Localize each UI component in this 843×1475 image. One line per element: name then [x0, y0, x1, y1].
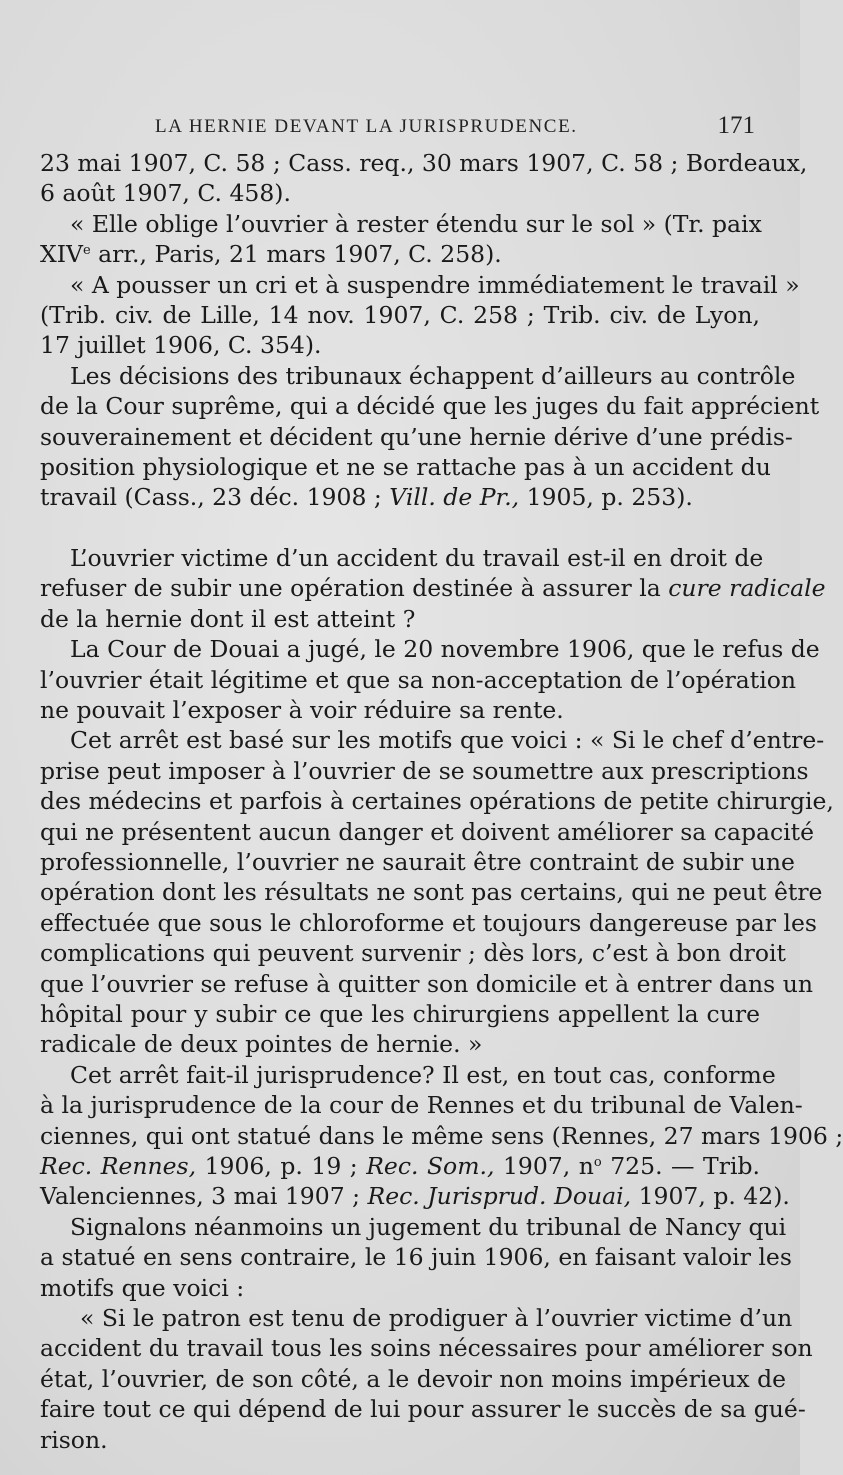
text-line: 23 mai 1907, C. 58 ; Cass. req., 30 mars 1907, C. 58 ; Bordeaux, [40, 149, 808, 177]
text-line: effectuée que sous le chloroforme et toujours dangereuse par les [40, 908, 817, 937]
text-fragment: 1907, p. 42). [631, 1182, 790, 1211]
paragraph-question [40, 543, 826, 634]
paragraph-nancy [40, 1212, 792, 1303]
text-line: à la jurisprudence de la cour de Rennes et du tribunal de Valen- [40, 1091, 803, 1120]
text-fragment: 725. — Trib. [601, 1152, 760, 1180]
text-line [40, 573, 826, 603]
text-line [40, 1151, 760, 1181]
text-line: de la hernie dont il est atteint ? [40, 604, 416, 633]
paragraph-quote-pousser-un-cri [40, 270, 800, 361]
italic-citation: Rec. Jurisprud. Douai, [367, 1182, 632, 1211]
italic-citation: Rec. Som., [366, 1152, 495, 1180]
text-fragment: arr., Paris, 21 mars 1907, C. 258). [90, 240, 502, 269]
text-fragment: 1907, n [494, 1152, 594, 1180]
superscript: o [593, 1155, 602, 1170]
superscript: e [82, 243, 91, 259]
text-fragment: refuser de subir une opération destinée à assurer la [40, 574, 669, 603]
text-line: a statué en sens contraire, le 16 juin 1906, en faisant valoir les [40, 1243, 792, 1272]
text-line: qui ne présentent aucun danger et doivent améliorer sa capacité [40, 817, 815, 846]
text-line: rison. [40, 1425, 108, 1454]
text-line: motifs que voici : [40, 1273, 245, 1302]
paragraph-motifs-douai [40, 725, 834, 1059]
running-head: LA HERNIE DEVANT LA JURISPRUDENCE. [155, 116, 578, 137]
text-line [40, 239, 760, 269]
page-header [155, 112, 755, 142]
text-line: ne pouvait l’exposer à voir réduire sa rente. [40, 695, 564, 724]
text-line [40, 1181, 790, 1211]
text-line: 17 juillet 1906, C. 354). [40, 331, 322, 360]
text-fragment: 1905, p. 253). [519, 483, 693, 512]
paragraph-gap [40, 513, 760, 543]
text-line: souverainement et décident qu’une hernie dérive d’une prédis- [40, 422, 793, 451]
text-line: « Si le patron est tenu de prodiguer à l’ouvrier victime d’un [80, 1304, 793, 1333]
text-line: hôpital pour y subir ce que les chirurgiens appellent la cure [40, 999, 760, 1028]
text-fragment: XIV [40, 240, 83, 269]
text-line [40, 482, 760, 512]
text-line: complications qui peuvent survenir ; dès lors, c’est à bon droit [40, 939, 786, 968]
text-line: accident du travail tous les soins nécessaires pour améliorer son [40, 1334, 813, 1363]
text-line: L’ouvrier victime d’un accident du travail est-il en droit de [70, 543, 764, 572]
page-body [40, 148, 843, 1455]
paragraph-quote-elle-oblige [40, 209, 760, 270]
text-line: position physiologique et ne se rattache pas à un accident du [40, 453, 771, 482]
text-fragment: travail (Cass., 23 déc. 1908 ; [40, 483, 390, 512]
text-line: Cet arrêt fait-il jurisprudence? Il est, en tout cas, conforme [70, 1060, 776, 1089]
text-line: professionnelle, l’ouvrier ne saurait être contraint de subir une [40, 847, 795, 876]
text-line: l’ouvrier était légitime et que sa non-acceptation de l’opération [40, 665, 797, 694]
page-number: 171 [717, 112, 755, 139]
paragraph-citation-continued [40, 148, 808, 209]
text-line: radicale de deux pointes de hernie. » [40, 1030, 483, 1059]
text-line: 6 août 1907, C. 458). [40, 179, 291, 208]
italic-citation: Rec. Rennes, [40, 1152, 197, 1180]
text-fragment: Valenciennes, 3 mai 1907 ; [40, 1182, 368, 1211]
text-line: Signalons néanmoins un jugement du tribunal de Nancy qui [70, 1212, 787, 1241]
text-line: de la Cour suprême, qui a décidé que les juges du fait apprécient [40, 392, 820, 421]
text-line: état, l’ouvrier, de son côté, a le devoir non moins impérieux de [40, 1364, 787, 1393]
text-line: des médecins et parfois à certaines opérations de petite chirurgie, [40, 787, 834, 816]
text-line: ciennes, qui ont statué dans le même sens (Rennes, 27 mars 1906 ; [40, 1121, 843, 1150]
text-line: faire tout ce qui dépend de lui pour assurer le succès de sa gué- [40, 1395, 806, 1424]
text-fragment: 1906, p. 19 ; [196, 1152, 367, 1180]
paragraph-decisions [40, 361, 820, 513]
text-line: Cet arrêt est basé sur les motifs que voici : « Si le chef d’entre- [70, 726, 825, 755]
text-line: prise peut imposer à l’ouvrier de se soumettre aux prescriptions [40, 756, 809, 785]
text-line: « A pousser un cri et à suspendre immédiatement le travail » [70, 270, 800, 299]
paragraph-jurisprudence [40, 1060, 843, 1212]
paragraph-cour-de-douai [40, 634, 820, 725]
text-line: Les décisions des tribunaux échappent d’ailleurs au contrôle [70, 361, 796, 390]
paragraph-quote-patron [40, 1303, 813, 1455]
text-line: (Trib. civ. de Lille, 14 nov. 1907, C. 258 ; Trib. civ. de Lyon, [40, 301, 760, 330]
italic-citation: Vill. de Pr., [389, 483, 520, 512]
text-line: « Elle oblige l’ouvrier à rester étendu sur le sol » (Tr. paix [70, 209, 762, 238]
italic-term: cure radicale [668, 574, 826, 603]
text-line: opération dont les résultats ne sont pas certains, qui ne peut être [40, 878, 823, 907]
text-line: La Cour de Douai a jugé, le 20 novembre 1906, que le refus de [70, 635, 820, 664]
text-line: que l’ouvrier se refuse à quitter son domicile et à entrer dans un [40, 969, 813, 998]
